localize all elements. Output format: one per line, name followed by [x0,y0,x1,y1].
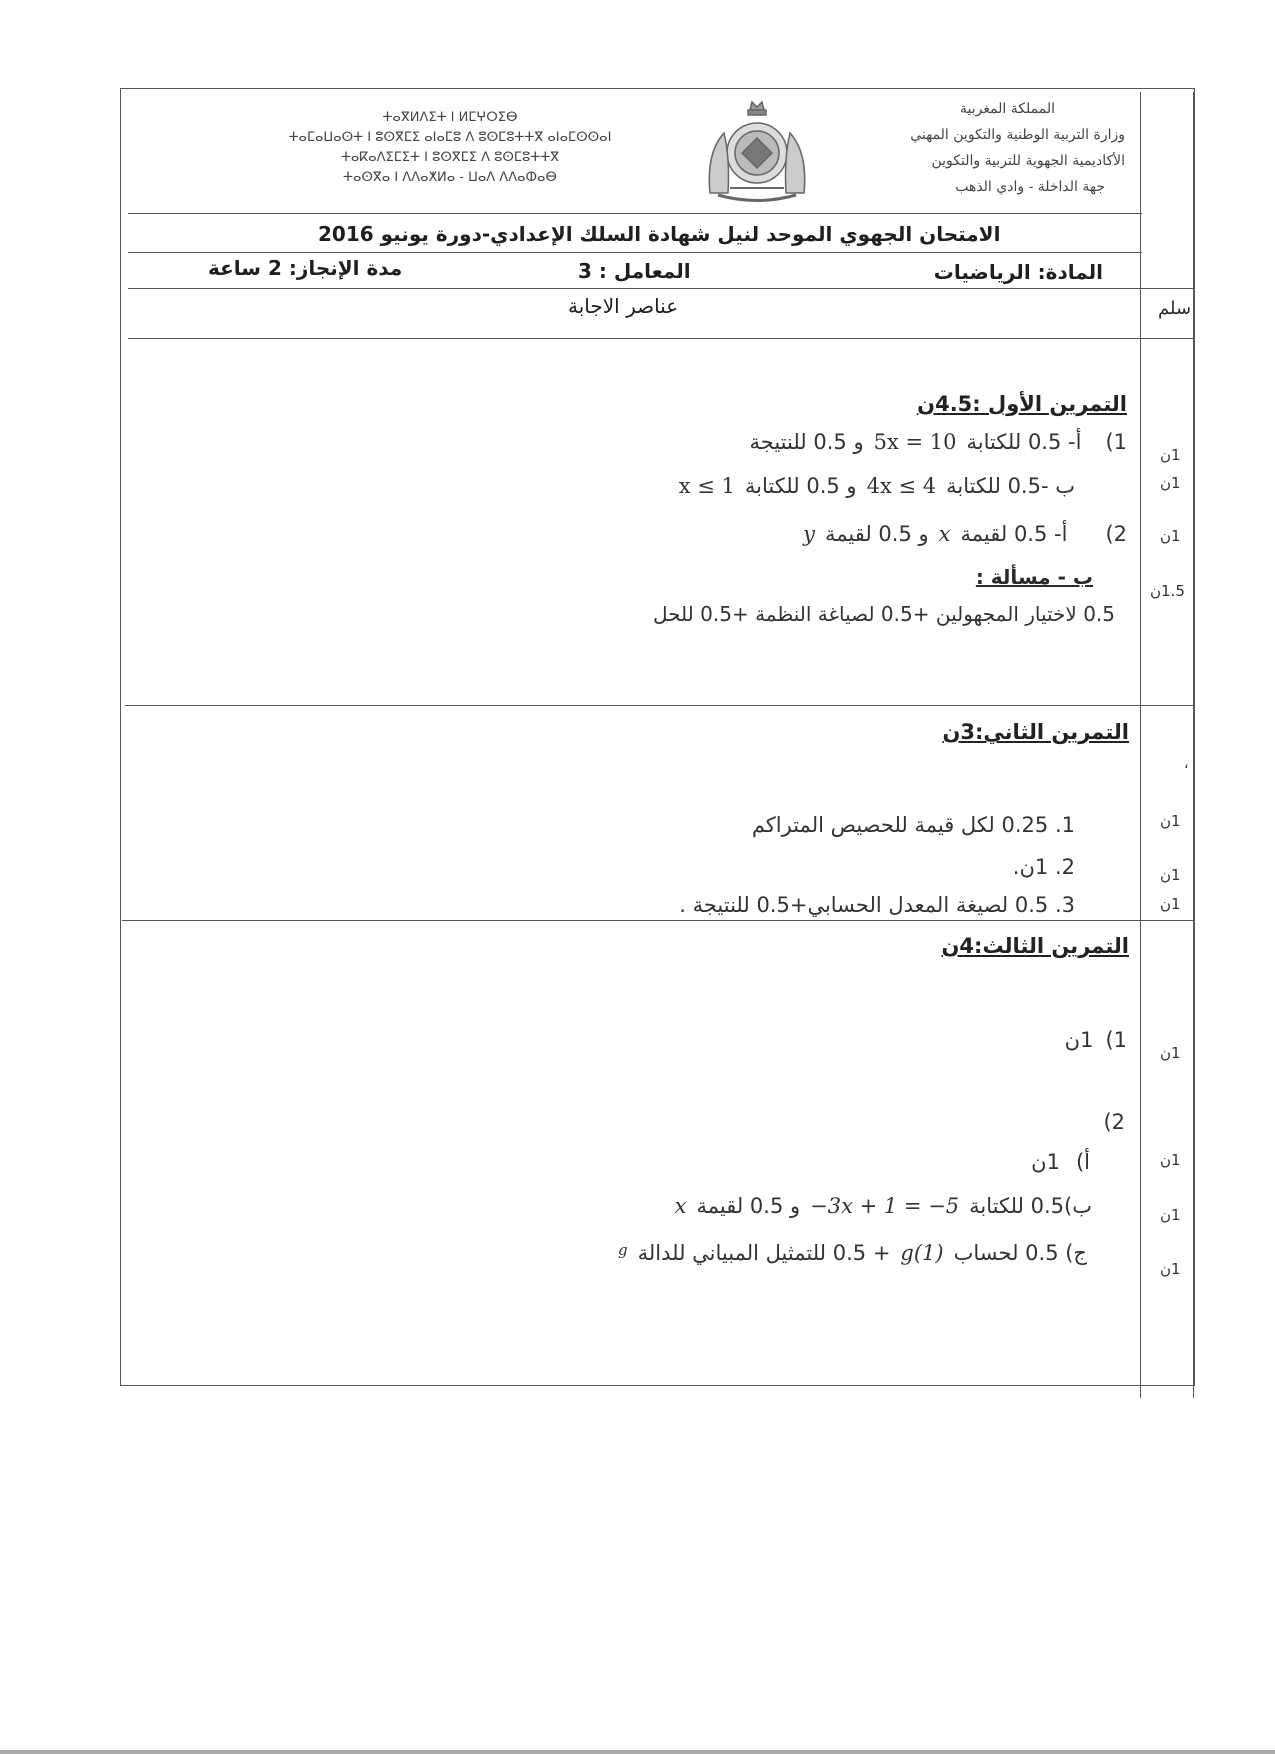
header-divider [128,213,1142,214]
tifinagh-line-2: ⵜⴰⵎⴰⵡⴰⵙⵜ ⵏ ⵓⵙⴳⵎⵉ ⴰⵏⴰⵎⵓ ⴷ ⵓⵙⵎⵓⵜⵜⴳ ⴰⵏⴰⵎⵙⵙⴰⵏ [288,130,612,145]
ex1-score-3: 1ن [1160,527,1181,545]
ex1-line3-text: أ- 0.5 لقيمة [960,522,1068,546]
subject-divider [128,288,1193,289]
column-header-divider [128,338,1193,339]
ex3-line2b [675,1194,1092,1218]
exercise2-title: التمرين الثاني:3ن [942,720,1129,744]
ex1-line1-equation: 5x = 10 [873,430,957,454]
exam-title: الامتحان الجهوي الموحد لنيل شهادة السلك الإعدادي-دورة يونيو 2016 [318,222,1001,246]
scan-bottom-edge [0,1750,1275,1754]
ex3-var-g: g [618,1241,628,1259]
coefficient-label: المعامل : 3 [578,259,691,283]
answer-elements-header: عناصر الاجابة [568,294,679,318]
kingdom-label: المملكة المغربية [959,101,1055,117]
ex2-line1: 1. 0.25 لكل قيمة للحصيص المتراكم [751,813,1075,837]
ex3-line2-number: (2 [1103,1110,1125,1134]
title-divider [128,252,1142,253]
ex1-score-2: 1ن [1160,474,1181,492]
ex3-line2c-equation: g(1) [900,1241,944,1265]
ex1-line3-text-b: و 0.5 لقيمة [824,522,929,546]
scale-column-right-edge [1193,92,1194,1398]
ex3-line2c [618,1241,1087,1265]
ex2-margin-mark: ، [1184,756,1189,772]
ex3-line2b-text-c: و 0.5 لقيمة [696,1194,801,1218]
ex1-var-x: x [938,522,951,546]
ex1-line2-text-b: و 0.5 للكتابة [744,474,857,498]
ex3-line2a-number: أ) [1075,1150,1090,1174]
ex3-line2b-equation: −3x + 1 = −5 [810,1194,960,1218]
ex3-score-1: 1ن [1160,1044,1181,1062]
ministry-block-arabic [825,96,1125,200]
ex1-line2 [679,474,1075,498]
ex3-score-3: 1ن [1160,1206,1181,1224]
ex1-score-4: 1.5ن [1150,582,1185,600]
ex1-var-y: y [803,522,815,546]
royal-emblem-icon [690,98,824,208]
ex1-score-1: 1ن [1160,446,1181,464]
scale-column-header: سلم [1158,298,1192,319]
region-label: جهة الداخلة - وادي الذهب [955,179,1105,195]
ex1-problem-label: ب - مسألة : [975,565,1093,589]
ex3-var-x: x [674,1194,687,1218]
ex2-line3: 3. 0.5 لصيغة المعدل الحسابي+0.5 للنتيجة . [679,893,1075,917]
ex3-line2c-text-b: + 0.5 للتمثيل المبياني للدالة [637,1241,891,1265]
academy-label: الأكاديمية الجهوية للتربية والتكوين [931,153,1125,169]
ex1-line1-text: أ- 0.5 للكتابة [966,430,1082,454]
tifinagh-line-4: ⵜⴰⵙⴳⴰ ⵏ ⴷⴷⴰⵅⵍⴰ - ⵡⴰⴷ ⴷⴷⴰⵀⴰⴱ [343,170,557,185]
ministry-block-tifinagh [250,108,650,188]
ex3-line2a [1031,1150,1090,1174]
ex3-line1 [1065,1028,1127,1052]
ex3-line2c-text: ج) 0.5 لحساب [953,1241,1087,1265]
ex1-line1 [750,430,1128,454]
ex3-line1-number: (1 [1105,1028,1127,1052]
ex1-line4: 0.5 لاختيار المجهولين +0.5 لصياغة النظمة +0.5 للحل [653,602,1115,626]
subject-label: المادة: الرياضيات [933,260,1103,284]
exercise1-divider [125,705,1193,706]
ex1-line1-number: (1 [1105,430,1127,454]
ex1-line2-equation: 4x ≤ 4 [866,474,937,498]
ex2-line2: 2. 1ن. [1012,855,1075,879]
duration-label: مدة الإنجاز: 2 ساعة [208,256,403,280]
exercise2-divider [122,920,1193,921]
ministry-label: وزارة التربية الوطنية والتكوين المهني [910,127,1125,143]
ex3-line2b-text: ب)0.5 للكتابة [969,1194,1092,1218]
ex2-score-3: 1ن [1160,895,1181,913]
ex1-line2-equation-2: x ≤ 1 [678,474,735,498]
exercise1-title: التمرين الأول :4.5ن [917,392,1127,416]
ex2-score-1: 1ن [1160,812,1181,830]
ex2-score-2: 1ن [1160,866,1181,884]
ex1-line1-text-b: و 0.5 للنتيجة [749,430,864,454]
ex1-line3 [803,522,1127,546]
ex1-line2-text: ب -0.5 للكتابة [946,474,1075,498]
ex3-score-2: 1ن [1160,1151,1181,1169]
ex1-line3-number: (2 [1105,522,1127,546]
exercise3-title: التمرين الثالث:4ن [941,934,1129,958]
ex3-line2a-text: 1ن [1031,1150,1060,1174]
tifinagh-line-3: ⵜⴰⴽⴰⴷⵉⵎⵉⵜ ⵏ ⵓⵙⴳⵎⵉ ⴷ ⵓⵙⵎⵓⵜⵜⴳ [340,150,560,165]
tifinagh-line-1: ⵜⴰⴳⵍⴷⵉⵜ ⵏ ⵍⵎⵖⵔⵉⴱ [382,110,518,125]
ex3-line1-text: 1ن [1064,1028,1094,1052]
ex3-score-4: 1ن [1160,1260,1181,1278]
